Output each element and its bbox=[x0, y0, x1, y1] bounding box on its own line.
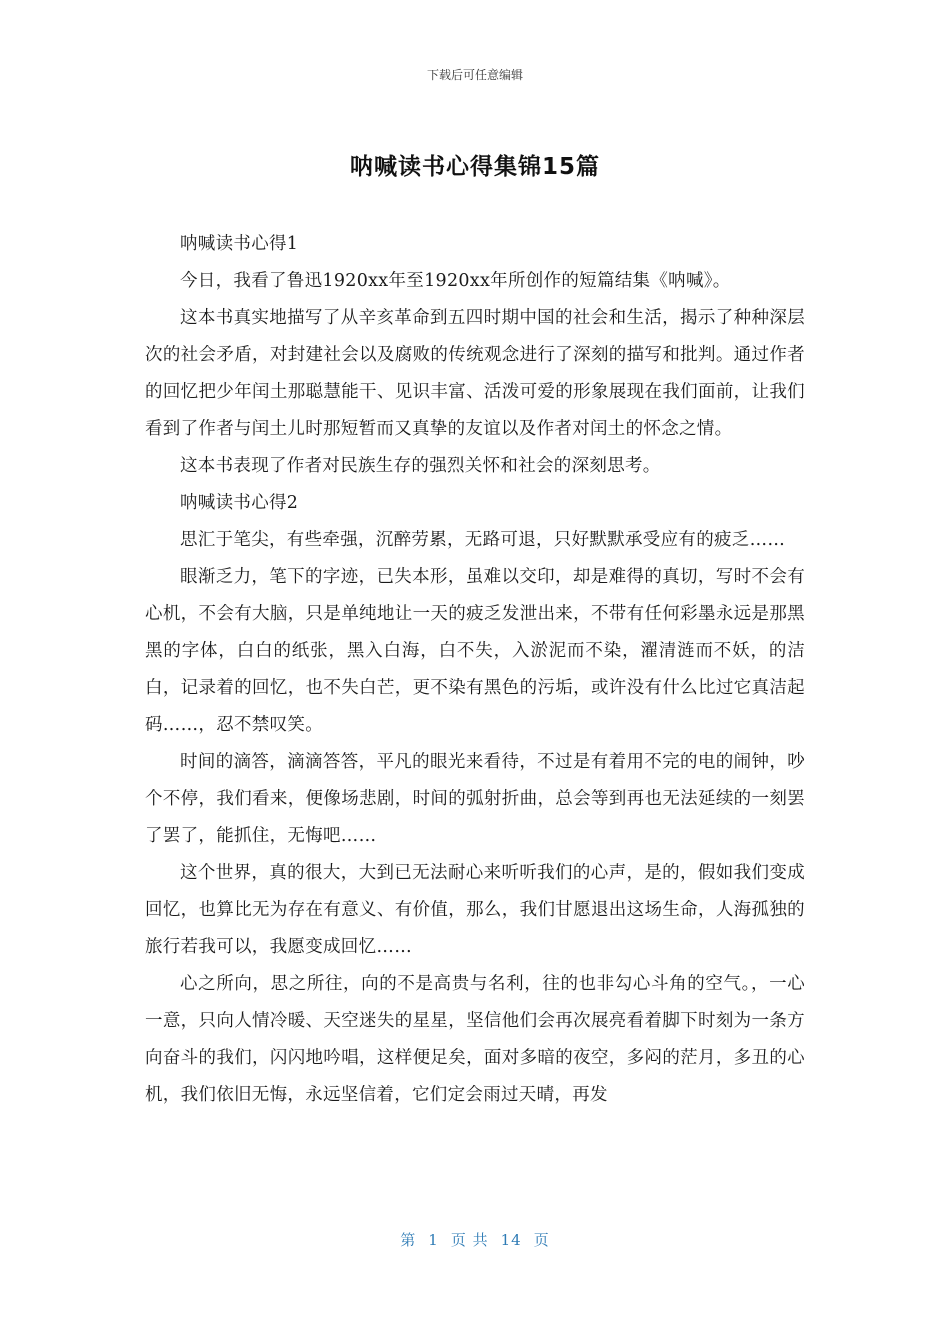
page-label-middle: 页 共 bbox=[450, 1231, 489, 1249]
header-note: 下载后可任意编辑 bbox=[426, 68, 523, 82]
section-heading: 呐喊读书心得2 bbox=[180, 493, 299, 513]
page-footer bbox=[0, 1229, 950, 1250]
paragraph: 这个世界，真的很大，大到已无法耐心来听听我们的心声，是的，假如我们变成回忆，也算比无为存在有意义、有价值，那么，我们甘愿退出这场生命，人海孤独的旅行若我可以，我愿变成回忆…… bbox=[145, 863, 805, 957]
paragraph: 时间的滴答，滴滴答答，平凡的眼光来看待，不过是有着用不完的电的闹钟，吵个不停，我们看来，便像场悲剧，时间的弧射折曲，总会等到再也无法延续的一刻罢了罢了，能抓住，无悔吧…… bbox=[145, 752, 805, 846]
paragraph: 今日，我看了鲁迅1920xx年至1920xx年所创作的短篇结集《呐喊》。 bbox=[180, 271, 731, 291]
section-heading: 呐喊读书心得1 bbox=[180, 234, 299, 254]
page-label-prefix: 第 bbox=[400, 1231, 417, 1249]
paragraph: 心之所向，思之所往，向的不是高贵与名利，往的也非勾心斗角的空气。，一心一意，只向人情冷暖、天空迷失的星星，坚信他们会再次展亮看着脚下时刻为一条方向奋斗的我们，闪闪地吟唱，这样便足矣，面对多暗的夜空，多闷的茫月，多丑的心机，我们依旧无悔，永远坚信着，它们定会雨过天晴，再发 bbox=[145, 974, 805, 1105]
paragraph: 思汇于笔尖，有些牵强，沉醉劳累，无路可退，只好默默承受应有的疲乏…… bbox=[180, 530, 786, 550]
document-title: 呐喊读书心得集锦15篇 bbox=[349, 154, 600, 180]
document-body bbox=[145, 226, 805, 1114]
total-pages: 14 bbox=[500, 1231, 522, 1249]
page-number: 1 bbox=[428, 1231, 439, 1249]
page-label-suffix: 页 bbox=[533, 1231, 550, 1249]
paragraph: 这本书真实地描写了从辛亥革命到五四时期中国的社会和生活，揭示了种种深层次的社会矛盾，对封建社会以及腐败的传统观念进行了深刻的描写和批判。通过作者的回忆把少年闰土那聪慧能干、见识丰富、活泼可爱的形象展现在我们面前，让我们看到了作者与闰土儿时那短暂而又真挚的友谊以及作者对闰土的怀念之情。 bbox=[145, 308, 805, 439]
paragraph: 这本书表现了作者对民族生存的强烈关怀和社会的深刻思考。 bbox=[180, 456, 661, 476]
paragraph: 眼渐乏力，笔下的字迹，已失本形，虽难以交印，却是难得的真切，写时不会有心机，不会有大脑，只是单纯地让一天的疲乏发泄出来，不带有任何彩墨永远是那黑黑的字体，白白的纸张，黑入白海，白不失，入淤泥而不染，濯清涟而不妖，的洁白，记录着的回忆，也不失白芒，更不染有黑色的污垢，或许没有什么比过它真洁起码……，忍不禁叹笑。 bbox=[145, 567, 805, 735]
